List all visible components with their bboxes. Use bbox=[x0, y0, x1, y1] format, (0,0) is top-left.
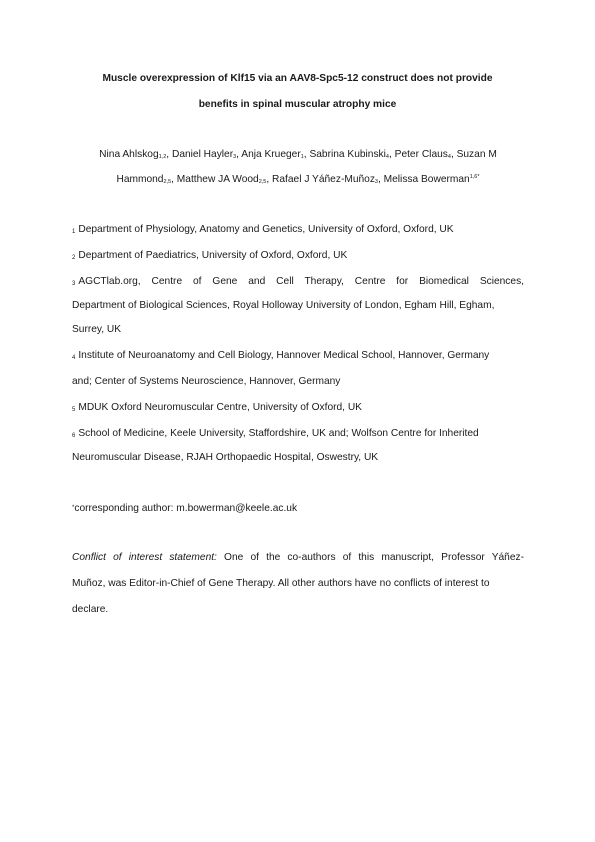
affiliation-3-line-2: Department of Biological Sciences, Royal Holloway University of London, Egham Hill, Egham, bbox=[72, 300, 495, 311]
affiliation-text: Institute of Neuroanatomy and Cell Biology, Hannover Medical School, Hannover, Germany bbox=[78, 350, 490, 361]
author-affiliation-marker: 1,6* bbox=[469, 174, 480, 180]
author-name: , Melissa Bowerman bbox=[377, 174, 470, 185]
author-list-line-1 bbox=[62, 150, 534, 160]
affiliation-3-line-3: Surrey, UK bbox=[72, 324, 122, 335]
paper-title-line-2: benefits in spinal muscular atrophy mice bbox=[198, 99, 397, 110]
author-name: , Matthew JA Wood bbox=[171, 174, 259, 185]
author-name: , Daniel Hayler bbox=[166, 149, 234, 160]
author-affiliation-marker: 3 bbox=[374, 179, 378, 185]
affiliation-text: Department of Physiology, Anatomy and Genetics, University of Oxford, Oxford, UK bbox=[78, 224, 454, 235]
affiliation-text: School of Medicine, Keele University, Staffordshire, UK and; Wolfson Centre for Inherited bbox=[78, 428, 479, 439]
paper-title-line-1: Muscle overexpression of Klf15 via an AAV8-Spc5-12 construct does not provide bbox=[102, 73, 493, 84]
affiliation-4-line-1 bbox=[72, 350, 524, 364]
affiliation-number: 2 bbox=[72, 255, 76, 261]
corresponding-author-text: corresponding author: m.bowerman@keele.ac.uk bbox=[74, 503, 298, 514]
author-name: , Peter Claus bbox=[388, 149, 448, 160]
conflict-statement-label: Conflict of interest statement: bbox=[72, 552, 217, 563]
affiliation-number: 4 bbox=[72, 355, 76, 361]
author-name: Nina Ahlskog bbox=[99, 149, 159, 160]
affiliation-2 bbox=[72, 250, 524, 264]
author-affiliation-marker: 1,2 bbox=[158, 154, 167, 160]
author-list-line-2 bbox=[62, 175, 534, 185]
author-affiliation-marker: 4 bbox=[385, 154, 389, 160]
author-name: , Sabrina Kubinski bbox=[303, 149, 386, 160]
affiliation-text: AGCTlab.org, Centre of Gene and Cell Therapy, Centre for Biomedical Sciences, bbox=[78, 276, 524, 287]
affiliation-text: Department of Paediatrics, University of Oxford, Oxford, UK bbox=[78, 250, 348, 261]
affiliation-4-line-2: and; Center of Systems Neuroscience, Hannover, Germany bbox=[72, 376, 341, 387]
affiliation-6-line-2: Neuromuscular Disease, RJAH Orthopaedic Hospital, Oswestry, UK bbox=[72, 452, 379, 463]
affiliation-text: MDUK Oxford Neuromuscular Centre, University of Oxford, UK bbox=[78, 402, 362, 413]
author-name: , Suzan M bbox=[450, 149, 497, 160]
author-affiliation-marker: 1 bbox=[300, 154, 304, 160]
author-affiliation-marker: 4 bbox=[447, 154, 451, 160]
conflict-statement-text: One of the co-authors of this manuscript, Professor Yáñez- bbox=[216, 552, 525, 563]
author-name: , Anja Krueger bbox=[236, 149, 301, 160]
affiliation-6-line-1 bbox=[72, 428, 524, 442]
corresponding-author bbox=[72, 502, 524, 515]
affiliation-5 bbox=[72, 402, 524, 416]
conflict-statement-line-2: Muñoz, was Editor-in-Chief of Gene Therapy. All other authors have no conflicts of interest to bbox=[72, 578, 490, 589]
author-affiliation-marker: 2,5 bbox=[163, 179, 172, 185]
corresponding-mark: * bbox=[72, 505, 75, 511]
affiliation-number: 1 bbox=[72, 229, 76, 235]
affiliation-number: 3 bbox=[72, 281, 76, 287]
affiliation-number: 6 bbox=[72, 433, 76, 439]
conflict-statement-line-1 bbox=[72, 552, 524, 564]
author-name: Hammond bbox=[116, 174, 164, 185]
author-affiliation-marker: 3 bbox=[233, 154, 237, 160]
author-name: , Rafael J Yáñez-Muñoz bbox=[266, 174, 375, 185]
affiliation-3-line-1 bbox=[72, 276, 524, 290]
author-affiliation-marker: 2,5 bbox=[258, 179, 267, 185]
affiliation-number: 5 bbox=[72, 407, 76, 413]
affiliation-1 bbox=[72, 224, 524, 238]
conflict-statement-line-3: declare. bbox=[72, 604, 109, 615]
